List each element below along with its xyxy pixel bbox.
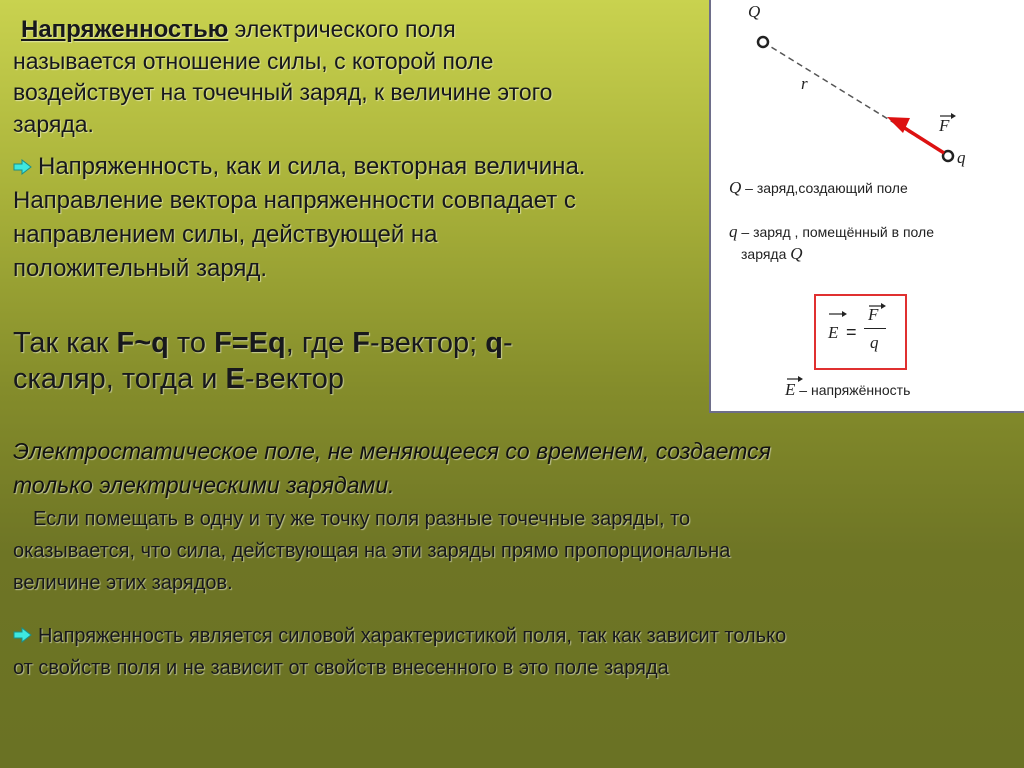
characteristic-paragraph [13,620,1013,684]
intensity-formula-box [814,294,907,370]
vector-note-paragraph [13,150,703,286]
legend-source-charge: Q – заряд,создающий поле [729,178,908,197]
formula-text: , где [285,327,353,359]
formula-bold: F~q [116,327,169,359]
vector-note-line3: направлением силы, действующей на [13,221,438,248]
legend-intensity: E – напряжённость [785,380,911,399]
formula-text: то [168,327,215,359]
proportional-line1: Если помещать в одну и ту же точку поля разные точечные заряды, то [33,508,691,530]
formula-text: -вектор [244,363,344,395]
arrow-bullet-icon [13,159,32,175]
characteristic-line1: Напряженность является силовой характеристикой поля, так как зависит только [38,625,787,647]
formula-text: -вектор; [370,327,486,359]
box-E: E [828,323,839,342]
characteristic-line2: от свойств поля и не зависит от свойств внесенного в это поле заряда [13,657,669,679]
formula-text: Так как [13,327,117,359]
label-Q: Q [748,2,761,21]
proportional-line3: величине этих зарядов. [13,572,233,594]
formula-text: - [502,327,513,359]
label-r: r [801,74,808,93]
vector-note-line2: Направление вектора напряженности совпадает с [13,187,576,214]
vector-note-line4: положительный заряд. [13,255,268,282]
label-F: F [939,116,950,135]
vector-note-line1: Напряженность, как и сила, векторная величина. [38,153,586,180]
formula-bold: F [352,327,370,359]
field-diagram [709,0,1024,413]
source-charge-point [758,37,768,47]
definition-line2: называется отношение силы, с которой поле [13,47,494,74]
box-F: F [868,305,879,324]
definition-paragraph [13,14,703,140]
legend-test-charge-cont: заряда Q [741,244,803,263]
electrostatic-line2: только электрическими зарядами. [13,472,395,498]
proportional-line2: оказывается, что сила, действующая на эти заряды прямо пропорциональна [13,540,731,562]
formula-bold: q [485,327,503,359]
proportional-paragraph [13,503,1013,599]
test-charge-point [943,151,953,161]
legend-test-charge: q – заряд , помещённый в поле [729,222,934,241]
definition-line1-rest: электрического поля [234,16,456,42]
label-q: q [957,148,966,167]
electrostatic-line1: Электростатическое поле, не меняющееся со временем, создается [13,438,771,464]
arrow-bullet-icon [13,627,32,643]
electrostatic-paragraph [13,434,1013,502]
definition-line4: заряда. [13,110,94,137]
fraction-bar [864,328,886,329]
box-q: q [870,333,879,352]
formula-bold: E [225,363,245,395]
formula-text: скаляр, тогда и [13,363,226,395]
formula-bold: F=Eq [214,327,286,359]
definition-title: Напряженностью [21,16,229,43]
force-arrow-shaft [903,127,944,153]
definition-line3: воздействует на точечный заряд, к величине этого [13,79,553,105]
vector-bar-head [951,113,956,119]
box-equals: = [846,322,857,342]
formula-statement [13,325,703,397]
